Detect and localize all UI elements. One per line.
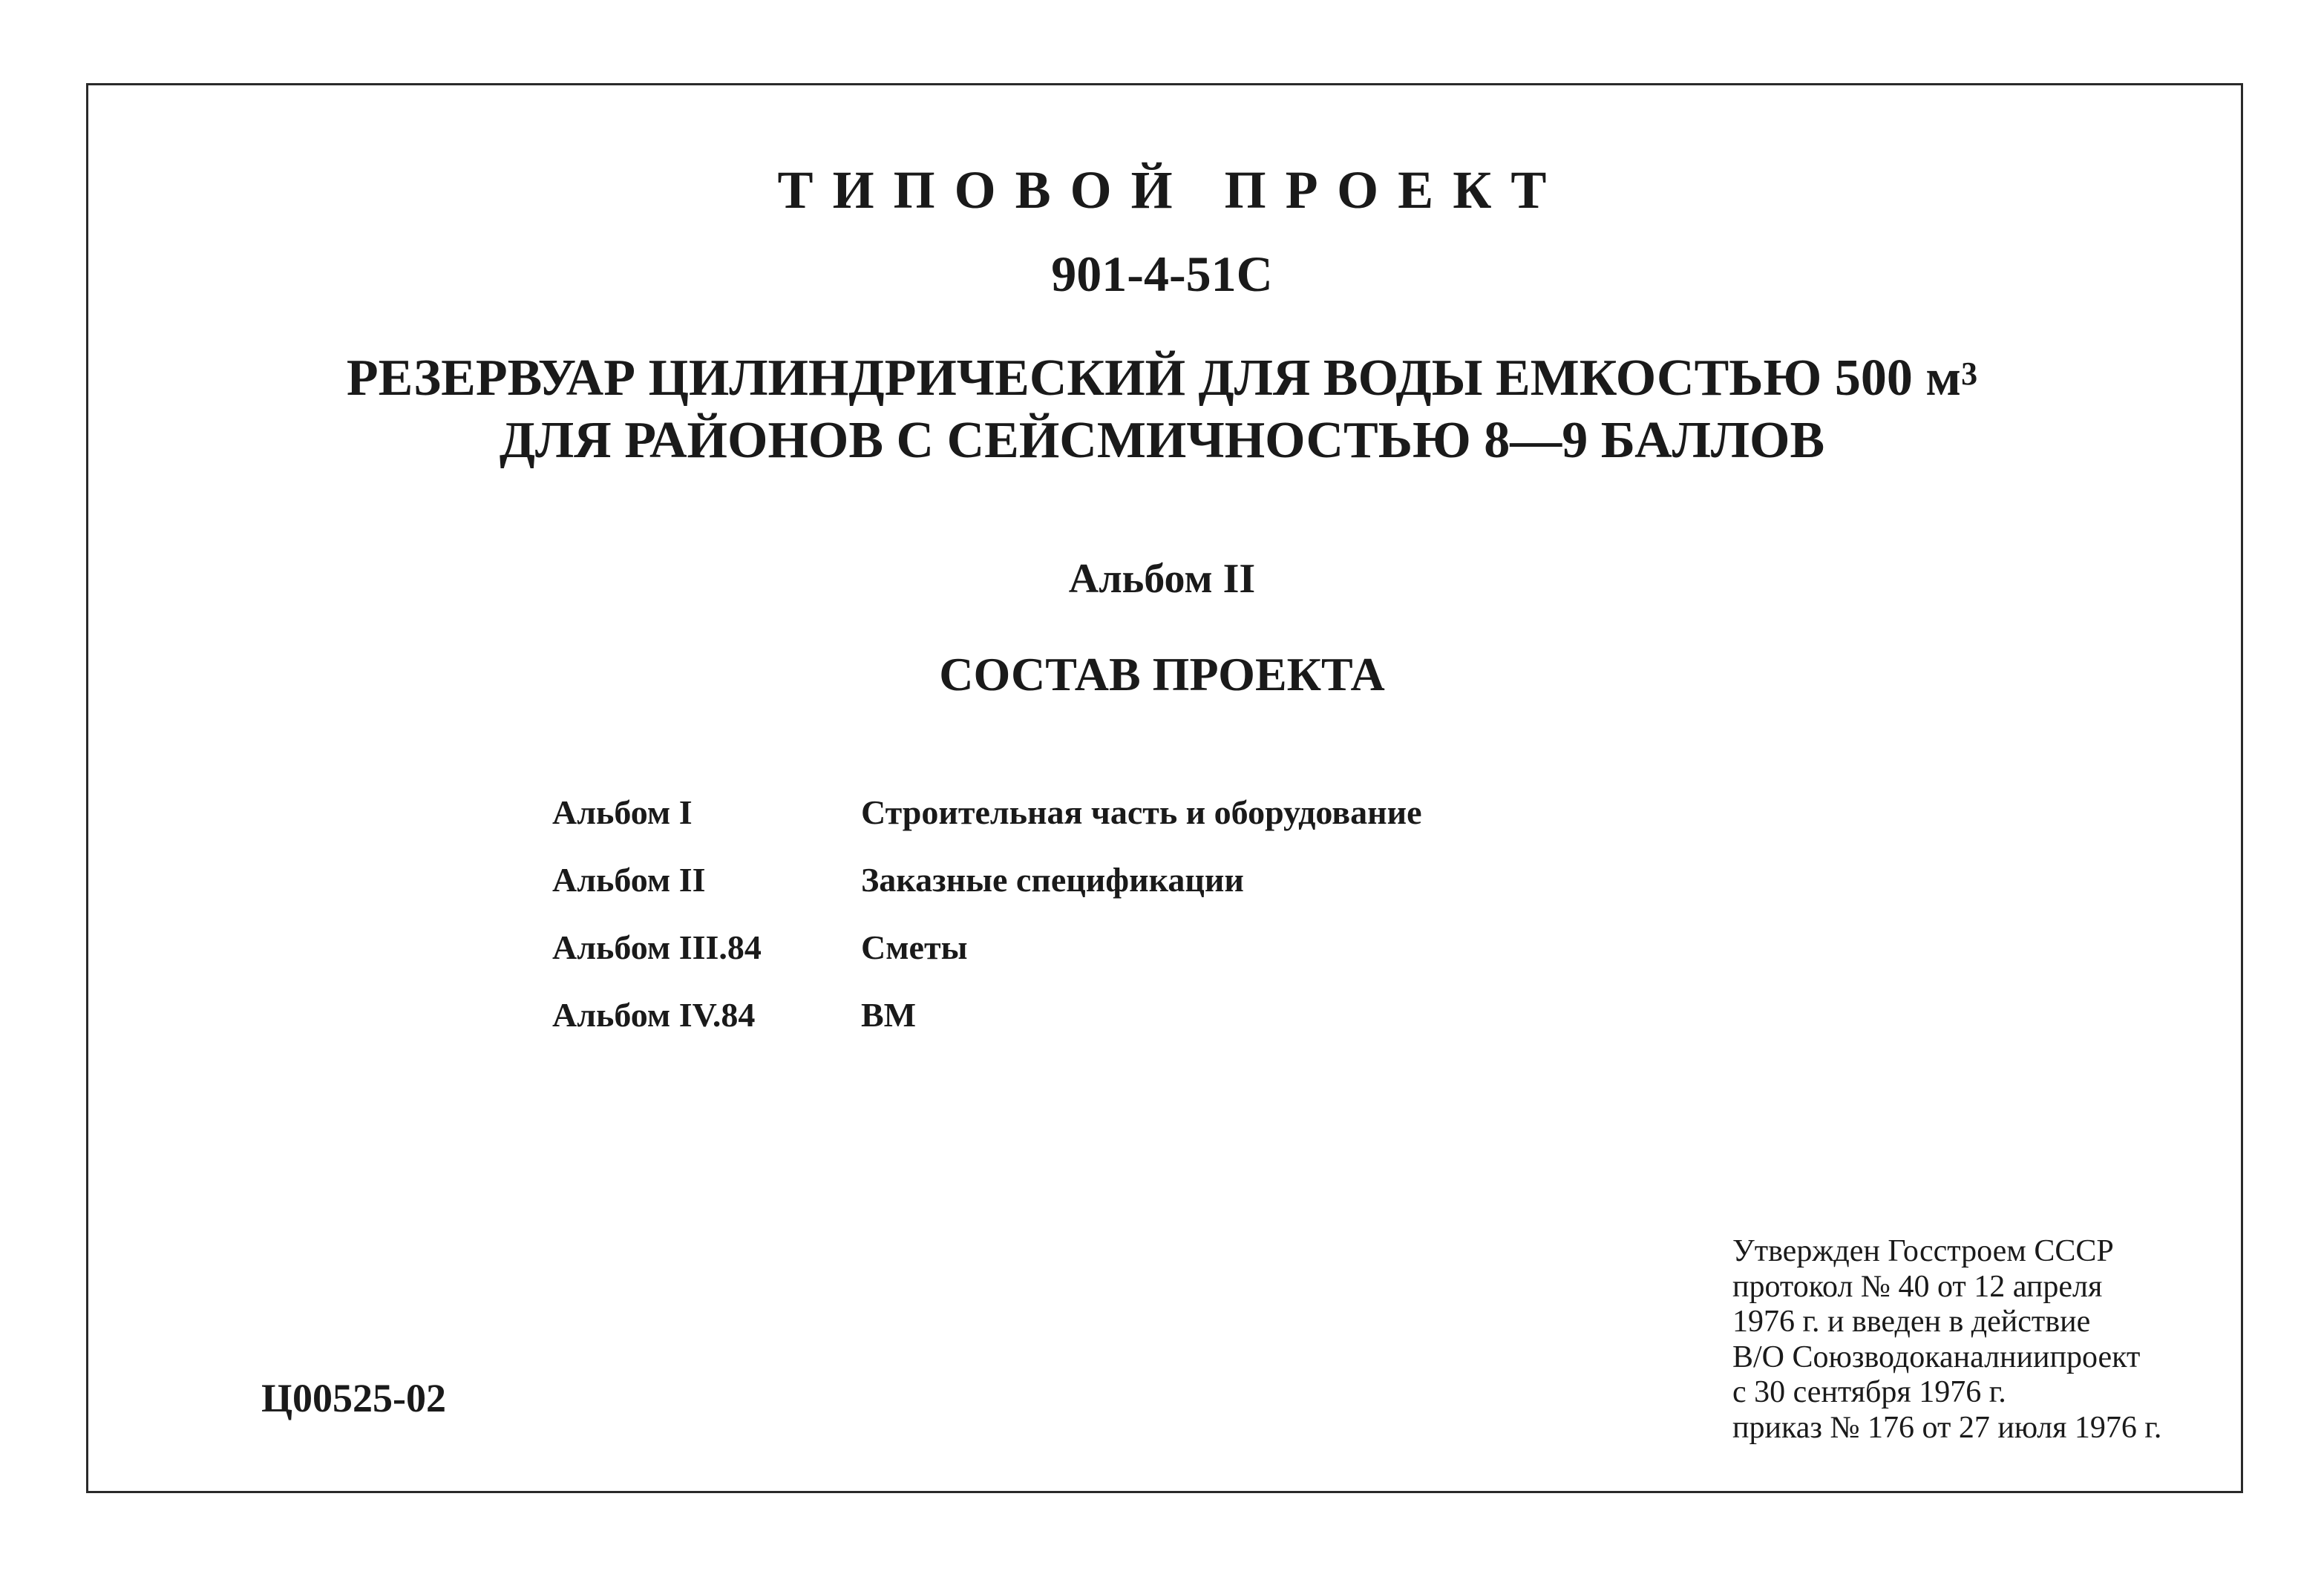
project-number: 901-4-51С — [1051, 246, 1273, 302]
list-item-description: Строительная часть и оборудование — [861, 793, 1422, 831]
list-item — [552, 995, 1422, 1063]
list-item-album: Альбом IV.84 — [552, 996, 756, 1034]
approval-line: Утвержден Госстроем СССР — [1732, 1234, 2114, 1268]
album-label: Альбом II — [1068, 556, 1256, 602]
list-item — [552, 860, 1422, 928]
list-item-album: Альбом III.84 — [552, 928, 762, 966]
project-title-line-2: ДЛЯ РАЙОНОВ С СЕЙСМИЧНОСТЬЮ 8—9 БАЛЛОВ — [499, 412, 1825, 469]
approval-line: протокол № 40 от 12 апреля — [1732, 1269, 2103, 1304]
approval-line: приказ № 176 от 27 июля 1976 г. — [1732, 1410, 2162, 1445]
contents-list — [552, 793, 1422, 1063]
approval-line: 1976 г. и введен в действие — [1732, 1305, 2091, 1339]
approval-line: с 30 сентября 1976 г. — [1732, 1375, 2006, 1409]
document-kind: ТИПОВОЙ ПРОЕКТ — [777, 160, 1566, 220]
list-item-album: Альбом II — [552, 861, 706, 899]
approval-line: В/О Союзводоканалниипроект — [1732, 1340, 2141, 1374]
list-item — [552, 928, 1422, 995]
document-code: Ц00525-02 — [261, 1376, 446, 1420]
approval-note — [1732, 1234, 2161, 1446]
list-item-description: ВМ — [861, 996, 917, 1034]
superscript: 3 — [1961, 355, 1978, 392]
project-title-line-1: РЕЗЕРВУАР ЦИЛИНДРИЧЕСКИЙ ДЛЯ ВОДЫ ЕМКОСТЬЮ 500 $м^3$ — [346, 350, 1978, 407]
list-item-album: Альбом I — [552, 793, 693, 831]
list-item-description: Заказные спецификации — [861, 861, 1244, 899]
list-item — [552, 793, 1422, 860]
project-title — [0, 347, 2324, 472]
contents-heading: СОСТАВ ПРОЕКТА — [939, 648, 1385, 701]
list-item-description: Сметы — [861, 928, 968, 966]
